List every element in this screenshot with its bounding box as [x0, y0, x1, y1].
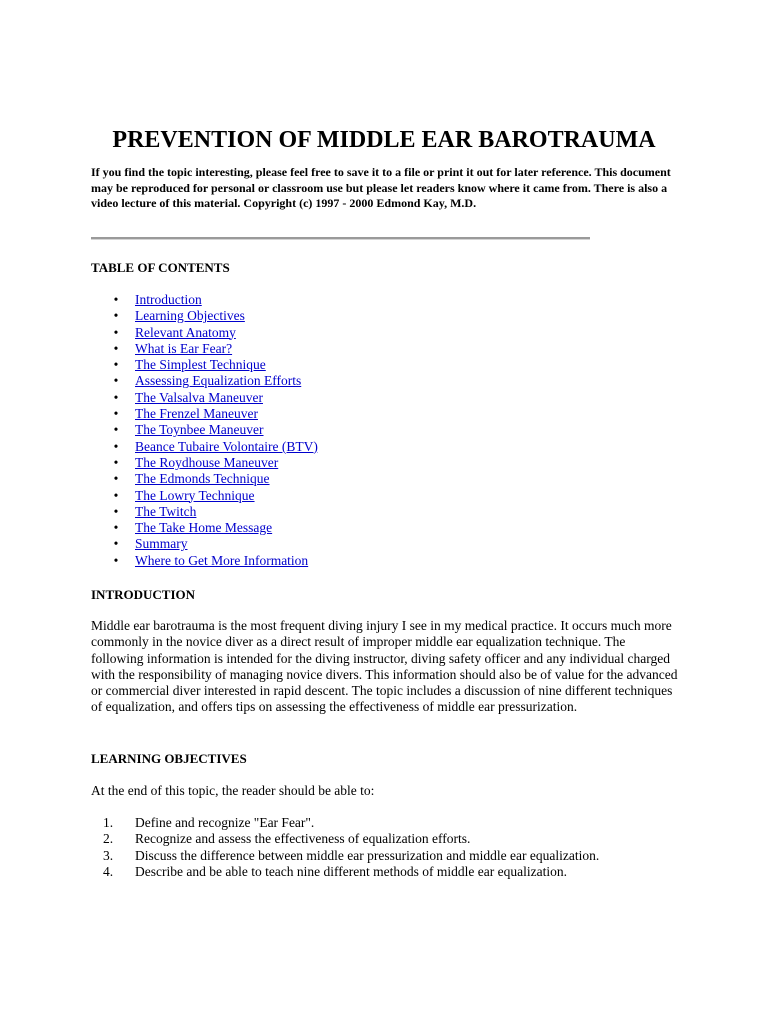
toc-link-summary[interactable]: Summary	[135, 536, 188, 552]
toc-item	[91, 406, 318, 422]
toc-link-twitch[interactable]: The Twitch	[135, 503, 197, 519]
bullet-icon: •	[113, 373, 119, 389]
bullet-icon: •	[113, 487, 119, 503]
toc-item	[91, 422, 318, 438]
toc-item	[91, 536, 318, 552]
toc-link-btv[interactable]: Beance Tubaire Volontaire (BTV)	[135, 438, 318, 454]
toc-item	[91, 341, 318, 357]
bullet-icon: •	[113, 308, 119, 324]
bullet-icon: •	[113, 454, 119, 470]
bullet-icon: •	[113, 406, 119, 422]
bullet-icon: •	[113, 340, 119, 356]
toc-link-roydhouse[interactable]: The Roydhouse Maneuver	[135, 454, 279, 470]
objective-text: Define and recognize "Ear Fear".	[135, 815, 315, 830]
toc-item	[91, 504, 318, 520]
page-title: PREVENTION OF MIDDLE EAR BAROTRAUMA	[112, 127, 656, 153]
toc-item	[91, 308, 318, 324]
objective-text: Recognize and assess the effectiveness of equalization efforts.	[135, 831, 471, 847]
toc-item	[91, 325, 318, 341]
toc-link-take-home[interactable]: The Take Home Message	[135, 520, 273, 536]
toc-item	[91, 373, 318, 389]
table-of-contents	[91, 292, 318, 569]
objectives-heading: LEARNING OBJECTIVES	[91, 751, 247, 766]
objectives-list	[91, 815, 599, 880]
objective-text: Discuss the difference between middle ear pressurization and middle ear equalization.	[135, 847, 600, 863]
toc-heading: TABLE OF CONTENTS	[91, 260, 230, 275]
list-item	[91, 815, 599, 831]
bullet-icon: •	[113, 503, 119, 519]
bullet-icon: •	[113, 552, 119, 568]
toc-link-edmonds[interactable]: The Edmonds Technique	[135, 471, 270, 487]
toc-item	[91, 488, 318, 504]
toc-item	[91, 455, 318, 471]
toc-link-introduction[interactable]: Introduction	[135, 292, 202, 307]
list-number: 1.	[103, 815, 114, 830]
list-item	[91, 848, 599, 864]
toc-item	[91, 520, 318, 536]
toc-item	[91, 439, 318, 455]
bullet-icon: •	[113, 422, 119, 438]
toc-link-relevant-anatomy[interactable]: Relevant Anatomy	[135, 324, 236, 340]
toc-link-lowry[interactable]: The Lowry Technique	[135, 487, 255, 503]
bullet-icon: •	[113, 438, 119, 454]
toc-link-assessing-equalization[interactable]: Assessing Equalization Efforts	[135, 373, 302, 389]
copyright-notice: If you find the topic interesting, please feel free to save it to a file or print it out for later reference. This document may be reproduced for personal or classroom use but please let readers know where it came from. There is also a video lecture of this material. Copyright (c) 1997 - 2000 Edmond Kay, M.D.	[91, 165, 671, 210]
toc-item	[91, 292, 318, 308]
list-number: 2.	[103, 831, 114, 847]
list-item	[91, 831, 599, 847]
toc-link-toynbee[interactable]: The Toynbee Maneuver	[135, 422, 264, 438]
toc-link-valsalva[interactable]: The Valsalva Maneuver	[135, 389, 263, 405]
list-number: 4.	[103, 863, 114, 879]
objective-text: Describe and be able to teach nine different methods of middle ear equalization.	[135, 863, 567, 879]
bullet-icon: •	[113, 520, 119, 536]
toc-link-ear-fear[interactable]: What is Ear Fear?	[135, 340, 233, 356]
toc-link-more-information[interactable]: Where to Get More Information	[135, 552, 309, 568]
objectives-intro: At the end of this topic, the reader should be able to:	[91, 783, 375, 798]
bullet-icon: •	[113, 536, 119, 552]
toc-item	[91, 553, 318, 569]
toc-link-learning-objectives[interactable]: Learning Objectives	[135, 308, 245, 324]
toc-item	[91, 357, 318, 373]
list-number: 3.	[103, 847, 114, 863]
toc-item	[91, 390, 318, 406]
bullet-icon: •	[113, 292, 119, 307]
horizontal-divider	[91, 237, 590, 240]
introduction-text: Middle ear barotrauma is the most frequent diving injury I see in my medical practice. It occurs much more commonly in the novice diver as a direct result of improper middle ear equalization technique. The following information is intended for the diving instructor, diving safety officer and any individual charged with the responsibility of managing novice divers. This information should also be of value for the advanced or commercial diver interested in rapid descent. The topic includes a discussion of nine different techniques of equalization, and offers tips on assessing the effectiveness of middle ear pressurization.	[91, 618, 678, 715]
bullet-icon: •	[113, 389, 119, 405]
introduction-heading: INTRODUCTION	[91, 587, 196, 602]
toc-item	[91, 471, 318, 487]
list-item	[91, 864, 599, 880]
bullet-icon: •	[113, 324, 119, 340]
bullet-icon: •	[113, 471, 119, 487]
bullet-icon: •	[113, 357, 119, 373]
toc-link-simplest-technique[interactable]: The Simplest Technique	[135, 357, 266, 373]
toc-link-frenzel[interactable]: The Frenzel Maneuver	[135, 406, 258, 422]
